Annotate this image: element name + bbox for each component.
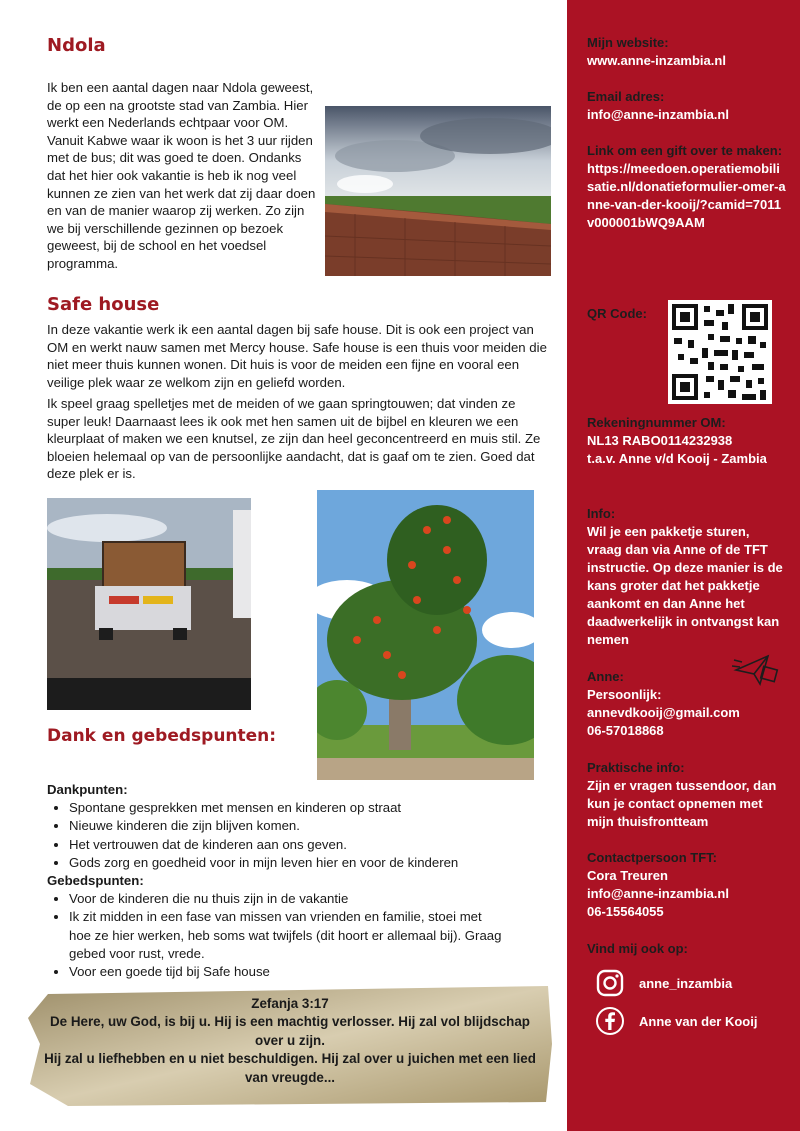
find-block: [587, 940, 787, 958]
list-item: • Voor de kinderen die nu thuis zijn in de vakantie: [69, 890, 547, 908]
verse-line-1: De Here, uw God, is bij u. Hij is een machtig verlosser. Hij zal vol blijdschap over u zijn.: [50, 1014, 530, 1048]
ndola-heading: Ndola: [47, 35, 106, 56]
account-label: Rekeningnummer OM:: [587, 415, 726, 430]
website-block: [587, 34, 787, 70]
instagram-link[interactable]: [595, 968, 732, 998]
prayer-points-label: Gebedspunten:: [47, 873, 144, 889]
anne-email[interactable]: annevdkooij@gmail.com: [587, 705, 740, 720]
contact-email[interactable]: info@anne-inzambia.nl: [587, 886, 729, 901]
list-item: • Gods zorg en goedheid voor in mijn leven hier en voor de kinderen: [69, 854, 547, 872]
anne-block: [587, 668, 787, 740]
facebook-name: Anne van der Kooij: [639, 1013, 758, 1029]
thanks-list: [47, 799, 547, 872]
truck-photo: [47, 498, 251, 710]
qr-label-block: [587, 305, 667, 323]
ndola-landscape-photo: [325, 106, 551, 276]
thanks-label: Dankpunten:: [47, 782, 128, 797]
prayer-heading: Dank en gebedspunten:: [47, 726, 277, 746]
qr-label: QR Code:: [587, 306, 647, 321]
facebook-link[interactable]: [595, 1006, 757, 1036]
account-block: [587, 414, 787, 468]
safehouse-paragraph-1: In deze vakantie werk ik een aantal dagen bij safe house. Dit is ook een project van OM en werkt nauw samen met Mercy house. Safe house is een thuis voor meiden die niet meer thuis kunnen wonen. Dit huis is voor de meiden een fijne en vooral een veilige plek waar ze welkom zijn en geliefd worden.: [47, 322, 547, 390]
gift-block: [587, 142, 787, 232]
email-link[interactable]: info@anne-inzambia.nl: [587, 107, 729, 122]
anne-phone: 06-57018868: [587, 723, 664, 738]
flowering-tree-photo: [317, 490, 534, 780]
account-number: NL13 RABO0114232938: [587, 433, 733, 448]
list-item: • Spontane gesprekken met mensen en kinderen op straat: [69, 799, 547, 817]
verse-block: [40, 995, 540, 1087]
anne-label: Anne:: [587, 669, 624, 684]
contact-label: Contactpersoon TFT:: [587, 850, 717, 865]
practical-label: Praktische info:: [587, 760, 685, 775]
find-label: Vind mij ook op:: [587, 941, 688, 956]
verse-reference: Zefanja 3:17: [251, 996, 329, 1011]
gift-link[interactable]: https://meedoen.operatiemobilisatie.nl/donatieformulier-omer-anne-van-der-kooij/?camid=7011v000001bWQ9AAM: [587, 161, 786, 230]
email-label: Email adres:: [587, 89, 665, 104]
prayer-lists: [47, 781, 547, 981]
practical-block: [587, 759, 787, 831]
verse-line-2: Hij zal u liefhebben en u niet beschuldigen. Hij zal over u juichen met een lied van vreugde...: [44, 1051, 536, 1085]
facebook-icon: [595, 1006, 625, 1036]
list-item: • Het vertrouwen dat de kinderen aan ons geven.: [69, 836, 547, 854]
website-label: Mijn website:: [587, 35, 669, 50]
safehouse-paragraph-2: Ik speel graag spelletjes met de meiden of we gaan springtouwen; dat vinden ze super leuk! Daarnaast lees ik ook met hen samen uit de bijbel en kleuren we een kleurplaat of maken we een knutsel, ze zijn dan heel geconcentreerd en muis stil. Ze bloeien helemaal op van de persoonlijke aandacht, dat is gaaf om te zien. Goed dat deze plek er is.: [47, 396, 541, 482]
website-link[interactable]: www.anne-inzambia.nl: [587, 53, 726, 68]
email-block: [587, 88, 787, 124]
contact-phone: 06-15564055: [587, 904, 664, 919]
list-item: • Nieuwe kinderen die zijn blijven komen.: [69, 817, 547, 835]
gift-label: Link om een gift over te maken:: [587, 143, 783, 158]
info-text: Wil je een pakketje sturen, vraag dan via Anne of de TFT instructie. Op deze manier is de kans groter dat het pakketje aankomt en dan Anne het daadwerkelijk in ontvangst kan nemen: [587, 524, 783, 647]
account-name: t.a.v. Anne v/d Kooij - Zambia: [587, 451, 767, 466]
list-item: • Ik zit midden in een fase van missen van vrienden en familie, stoei met hoe ze hier werken, heb soms wat twijfels (dit hoort er allemaal bij). Graag gebed voor rust, vrede.: [69, 908, 547, 963]
contact-block: [587, 849, 787, 921]
instagram-icon: [595, 968, 625, 998]
practical-text: Zijn er vragen tussendoor, dan kun je contact opnemen met mijn thuisfrontteam: [587, 778, 777, 829]
qr-code[interactable]: [668, 300, 772, 404]
contact-name: Cora Treuren: [587, 868, 668, 883]
info-label: Info:: [587, 506, 616, 521]
list-item: • Voor een goede tijd bij Safe house: [69, 963, 547, 981]
contact-sidebar: [567, 0, 800, 1131]
info-block: [587, 505, 787, 649]
instagram-handle: anne_inzambia: [639, 975, 733, 991]
prayer-list: [47, 890, 547, 981]
ndola-paragraph: Ik ben een aantal dagen naar Ndola geweest, de op een na grootste stad van Zambia. Hier werkt een Nederlands echtpaar voor OM. Vanuit Kabwe waar ik woon is het 3 uur rijden met de bus; dit was goed te doen. Ondanks dat het hier ook vakantie is heb ik nog veel kunnen ze zien van het werk dat zij daar doen en van de manier waarop zij werken. Zo zijn we bij verschillende gezinnen op bezoek geweest, bij de school en het voedsel programma.: [47, 80, 316, 271]
personal-label: Persoonlijk:: [587, 687, 662, 702]
safehouse-heading: Safe house: [47, 294, 160, 315]
